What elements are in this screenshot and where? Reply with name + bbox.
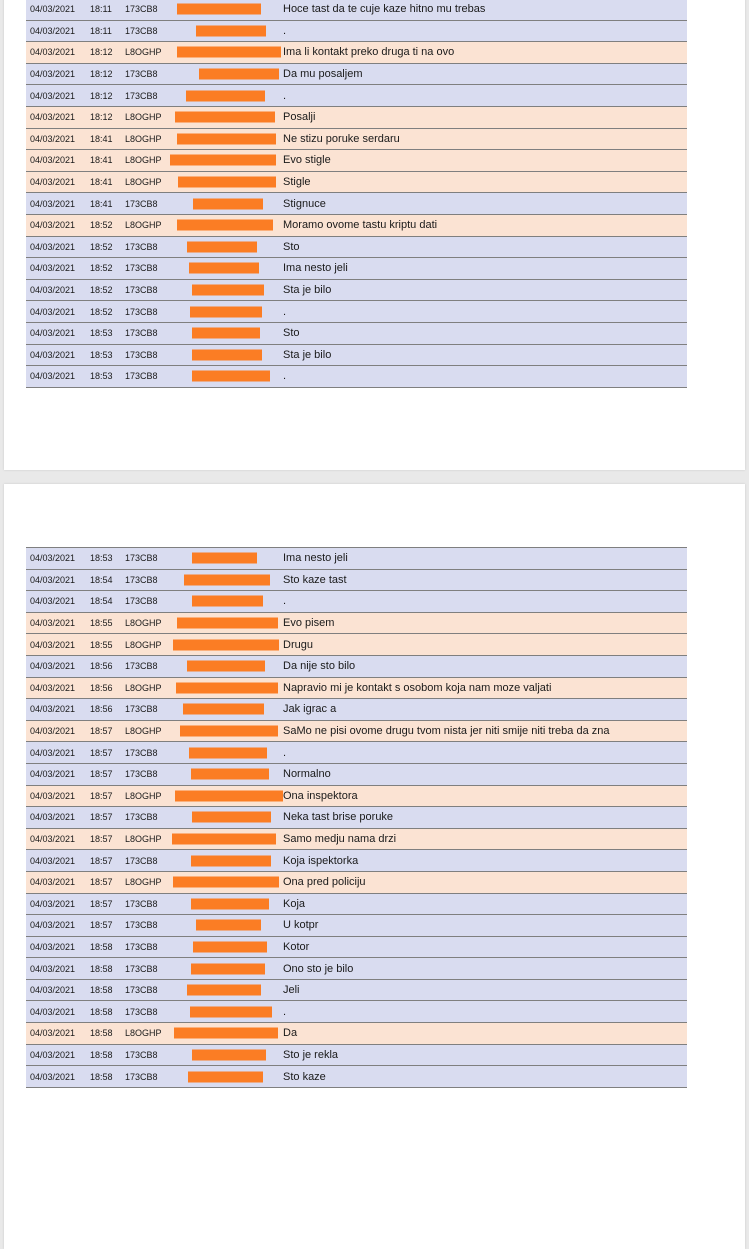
message-row [26,1023,687,1045]
message-row [26,21,687,43]
row-date: 04/03/2021 [30,553,76,564]
message-row [26,1066,687,1088]
row-date: 04/03/2021 [30,241,76,252]
message-row [26,107,687,129]
message-row [26,172,687,194]
message-row [26,872,687,894]
redaction-bar [177,220,273,231]
redaction-bar [172,834,276,845]
row-date: 04/03/2021 [30,855,76,866]
row-device-id: 173CB8 [125,241,158,252]
row-device-id: L8OGHP [125,155,162,166]
row-time: 18:57 [90,834,113,845]
row-device-id: L8OGHP [125,639,162,650]
redaction-bar [190,1006,272,1017]
row-time: 18:41 [90,198,113,209]
row-date: 04/03/2021 [30,220,76,231]
row-date: 04/03/2021 [30,4,76,15]
row-device-id: 173CB8 [125,328,158,339]
redaction-bar [189,263,259,274]
row-date: 04/03/2021 [30,726,76,737]
row-message: Normalno [283,768,331,781]
row-device-id: 173CB8 [125,747,158,758]
row-device-id: 173CB8 [125,306,158,317]
row-date: 04/03/2021 [30,328,76,339]
row-time: 18:56 [90,682,113,693]
row-date: 04/03/2021 [30,371,76,382]
row-message: Sto [283,327,300,340]
row-time: 18:12 [90,47,113,58]
message-row [26,85,687,107]
message-row [26,915,687,937]
row-message: Koja [283,897,306,910]
redaction-bar [189,747,267,758]
row-message: Hoce tast da te cuje kaze hitno mu trebas [283,3,486,16]
row-device-id: L8OGHP [125,618,162,629]
row-time: 18:55 [90,618,113,629]
redaction-bar [191,898,269,909]
message-row [26,129,687,151]
row-message: . [283,746,287,759]
message-row [26,786,687,808]
row-message: U kotpr [283,919,319,932]
row-date: 04/03/2021 [30,90,76,101]
row-device-id: 173CB8 [125,25,158,36]
row-time: 18:12 [90,112,113,123]
message-row [26,237,687,259]
message-row [26,742,687,764]
message-table [26,0,687,388]
row-device-id: 173CB8 [125,574,158,585]
message-row [26,764,687,786]
message-row [26,64,687,86]
row-date: 04/03/2021 [30,596,76,607]
row-message: Jeli [283,984,300,997]
row-time: 18:41 [90,155,113,166]
row-message: . [283,595,287,608]
redaction-bar [173,639,279,650]
row-time: 18:58 [90,1071,113,1082]
row-message: Ona pred policiju [283,876,366,889]
message-row [26,850,687,872]
row-device-id: L8OGHP [125,1028,162,1039]
row-message: Jak igrac a [283,703,337,716]
row-message: Sta je bilo [283,284,332,297]
redaction-bar [191,963,265,974]
row-time: 18:57 [90,812,113,823]
row-time: 18:52 [90,241,113,252]
redaction-bar [192,812,271,823]
redaction-bar [174,1028,278,1039]
row-date: 04/03/2021 [30,898,76,909]
row-time: 18:57 [90,855,113,866]
message-row [26,721,687,743]
row-message: Ima nesto jeli [283,262,348,275]
message-table [26,547,687,1088]
row-device-id: L8OGHP [125,877,162,888]
message-row [26,301,687,323]
row-message: Neka tast brise poruke [283,811,394,824]
row-time: 18:54 [90,596,113,607]
row-message: Moramo ovome tastu kriptu dati [283,219,438,232]
message-row [26,345,687,367]
redaction-bar [178,177,276,188]
row-message: . [283,305,287,318]
row-date: 04/03/2021 [30,133,76,144]
message-row [26,570,687,592]
row-device-id: 173CB8 [125,898,158,909]
row-message: Ne stizu poruke serdaru [283,132,400,145]
message-row [26,807,687,829]
message-row [26,678,687,700]
redaction-bar [192,596,263,607]
row-message: SaMo ne pisi ovome drugu tvom nista jer niti smije niti treba da zna [283,725,610,738]
row-device-id: 173CB8 [125,769,158,780]
message-row [26,937,687,959]
redaction-bar [170,155,276,166]
row-date: 04/03/2021 [30,306,76,317]
row-device-id: 173CB8 [125,1071,158,1082]
row-device-id: L8OGHP [125,790,162,801]
row-date: 04/03/2021 [30,618,76,629]
row-time: 18:57 [90,877,113,888]
row-date: 04/03/2021 [30,682,76,693]
row-message: Evo stigle [283,154,331,167]
row-message: . [283,89,287,102]
document-page-1 [4,0,745,470]
row-device-id: 173CB8 [125,371,158,382]
row-device-id: L8OGHP [125,220,162,231]
row-device-id: L8OGHP [125,177,162,188]
row-date: 04/03/2021 [30,639,76,650]
row-time: 18:41 [90,133,113,144]
row-message: Da nije sto bilo [283,660,356,673]
row-time: 18:58 [90,1006,113,1017]
row-time: 18:58 [90,941,113,952]
row-date: 04/03/2021 [30,177,76,188]
message-row [26,42,687,64]
redaction-bar [184,574,270,585]
row-device-id: 173CB8 [125,349,158,360]
row-device-id: 173CB8 [125,941,158,952]
redaction-bar [187,985,261,996]
redaction-bar [177,47,281,58]
row-time: 18:52 [90,285,113,296]
row-message: Drugu [283,638,313,651]
message-row [26,591,687,613]
row-message: . [283,370,287,383]
row-time: 18:52 [90,306,113,317]
redaction-bar [191,855,271,866]
row-device-id: 173CB8 [125,553,158,564]
row-date: 04/03/2021 [30,574,76,585]
row-device-id: 173CB8 [125,963,158,974]
row-message: Posalji [283,111,316,124]
message-row [26,980,687,1002]
row-date: 04/03/2021 [30,155,76,166]
row-date: 04/03/2021 [30,704,76,715]
row-date: 04/03/2021 [30,198,76,209]
row-message: Samo medju nama drzi [283,833,397,846]
row-date: 04/03/2021 [30,812,76,823]
row-time: 18:57 [90,769,113,780]
row-message: . [283,24,287,37]
row-device-id: 173CB8 [125,285,158,296]
row-time: 18:57 [90,726,113,737]
message-row [26,215,687,237]
row-device-id: L8OGHP [125,47,162,58]
row-message: Sto kaze tast [283,573,347,586]
message-row [26,656,687,678]
message-row [26,1001,687,1023]
row-device-id: L8OGHP [125,726,162,737]
message-row [26,150,687,172]
row-time: 18:53 [90,349,113,360]
row-time: 18:53 [90,328,113,339]
row-message: Sta je bilo [283,348,332,361]
message-row [26,829,687,851]
redaction-bar [190,306,262,317]
redaction-bar [183,704,264,715]
row-date: 04/03/2021 [30,1006,76,1017]
row-date: 04/03/2021 [30,25,76,36]
row-message: Da mu posaljem [283,68,363,81]
row-message: Ima li kontakt preko druga ti na ovo [283,46,455,59]
redaction-bar [177,618,278,629]
row-message: . [283,1005,287,1018]
row-time: 18:57 [90,920,113,931]
redaction-bar [192,285,264,296]
redaction-bar [177,4,261,15]
row-time: 18:56 [90,704,113,715]
row-message: Ima nesto jeli [283,552,348,565]
document-page-2 [4,484,745,1249]
redaction-bar [187,661,265,672]
message-row [26,894,687,916]
row-date: 04/03/2021 [30,349,76,360]
row-time: 18:58 [90,985,113,996]
message-row [26,613,687,635]
row-time: 18:54 [90,574,113,585]
redaction-bar [175,790,283,801]
row-message: Kotor [283,940,310,953]
row-time: 18:53 [90,553,113,564]
row-date: 04/03/2021 [30,661,76,672]
row-message: Napravio mi je kontakt s osobom koja nam moze valjati [283,681,552,694]
redaction-bar [192,1049,266,1060]
row-device-id: L8OGHP [125,834,162,845]
row-device-id: L8OGHP [125,133,162,144]
row-date: 04/03/2021 [30,790,76,801]
row-device-id: 173CB8 [125,69,158,80]
redaction-bar [188,1071,263,1082]
row-time: 18:12 [90,69,113,80]
row-device-id: 173CB8 [125,1049,158,1060]
row-device-id: 173CB8 [125,1006,158,1017]
row-device-id: 173CB8 [125,198,158,209]
row-device-id: 173CB8 [125,263,158,274]
row-date: 04/03/2021 [30,963,76,974]
row-time: 18:52 [90,263,113,274]
message-row [26,1045,687,1067]
message-row [26,634,687,656]
message-row [26,548,687,570]
row-date: 04/03/2021 [30,769,76,780]
row-time: 18:11 [90,4,112,15]
row-message: Stignuce [283,197,326,210]
row-date: 04/03/2021 [30,263,76,274]
row-device-id: 173CB8 [125,90,158,101]
redaction-bar [193,198,263,209]
row-date: 04/03/2021 [30,112,76,123]
row-date: 04/03/2021 [30,920,76,931]
row-time: 18:12 [90,90,113,101]
redaction-bar [176,682,278,693]
redaction-bar [193,941,267,952]
redaction-bar [192,553,257,564]
redaction-bar [191,769,269,780]
row-date: 04/03/2021 [30,1071,76,1082]
redaction-bar [173,877,279,888]
row-time: 18:55 [90,639,113,650]
row-device-id: L8OGHP [125,112,162,123]
row-device-id: L8OGHP [125,682,162,693]
row-time: 18:57 [90,898,113,909]
row-device-id: 173CB8 [125,4,158,15]
message-row [26,0,687,21]
redaction-bar [187,241,257,252]
redaction-bar [180,726,278,737]
row-time: 18:58 [90,1028,113,1039]
row-message: Sto je rekla [283,1048,339,1061]
redaction-bar [175,112,275,123]
redaction-bar [192,349,262,360]
row-date: 04/03/2021 [30,941,76,952]
redaction-bar [196,920,261,931]
redaction-bar [199,69,279,80]
row-time: 18:58 [90,963,113,974]
row-date: 04/03/2021 [30,1049,76,1060]
redaction-bar [192,371,270,382]
row-message: Stigle [283,176,311,189]
row-date: 04/03/2021 [30,69,76,80]
row-device-id: 173CB8 [125,920,158,931]
row-message: Da [283,1027,298,1040]
redaction-bar [177,133,276,144]
row-device-id: 173CB8 [125,812,158,823]
message-row [26,193,687,215]
row-device-id: 173CB8 [125,596,158,607]
row-device-id: 173CB8 [125,985,158,996]
redaction-bar [186,90,265,101]
row-time: 18:41 [90,177,113,188]
message-row [26,958,687,980]
row-time: 18:57 [90,747,113,758]
message-row [26,258,687,280]
row-time: 18:11 [90,25,112,36]
message-row [26,280,687,302]
row-date: 04/03/2021 [30,47,76,58]
row-date: 04/03/2021 [30,747,76,758]
message-row [26,323,687,345]
row-date: 04/03/2021 [30,1028,76,1039]
row-message: Ona inspektora [283,789,358,802]
row-device-id: 173CB8 [125,855,158,866]
row-message: Ono sto je bilo [283,962,354,975]
row-message: Sto [283,240,300,253]
row-message: Sto kaze [283,1070,326,1083]
row-time: 18:57 [90,790,113,801]
row-date: 04/03/2021 [30,285,76,296]
redaction-bar [196,25,266,36]
row-time: 18:58 [90,1049,113,1060]
message-row [26,366,687,388]
row-device-id: 173CB8 [125,704,158,715]
row-message: Evo pisem [283,617,335,630]
row-device-id: 173CB8 [125,661,158,672]
message-row [26,699,687,721]
redaction-bar [192,328,260,339]
row-time: 18:56 [90,661,113,672]
row-date: 04/03/2021 [30,877,76,888]
row-date: 04/03/2021 [30,985,76,996]
row-time: 18:52 [90,220,113,231]
row-message: Koja ispektorka [283,854,359,867]
row-date: 04/03/2021 [30,834,76,845]
row-time: 18:53 [90,371,113,382]
